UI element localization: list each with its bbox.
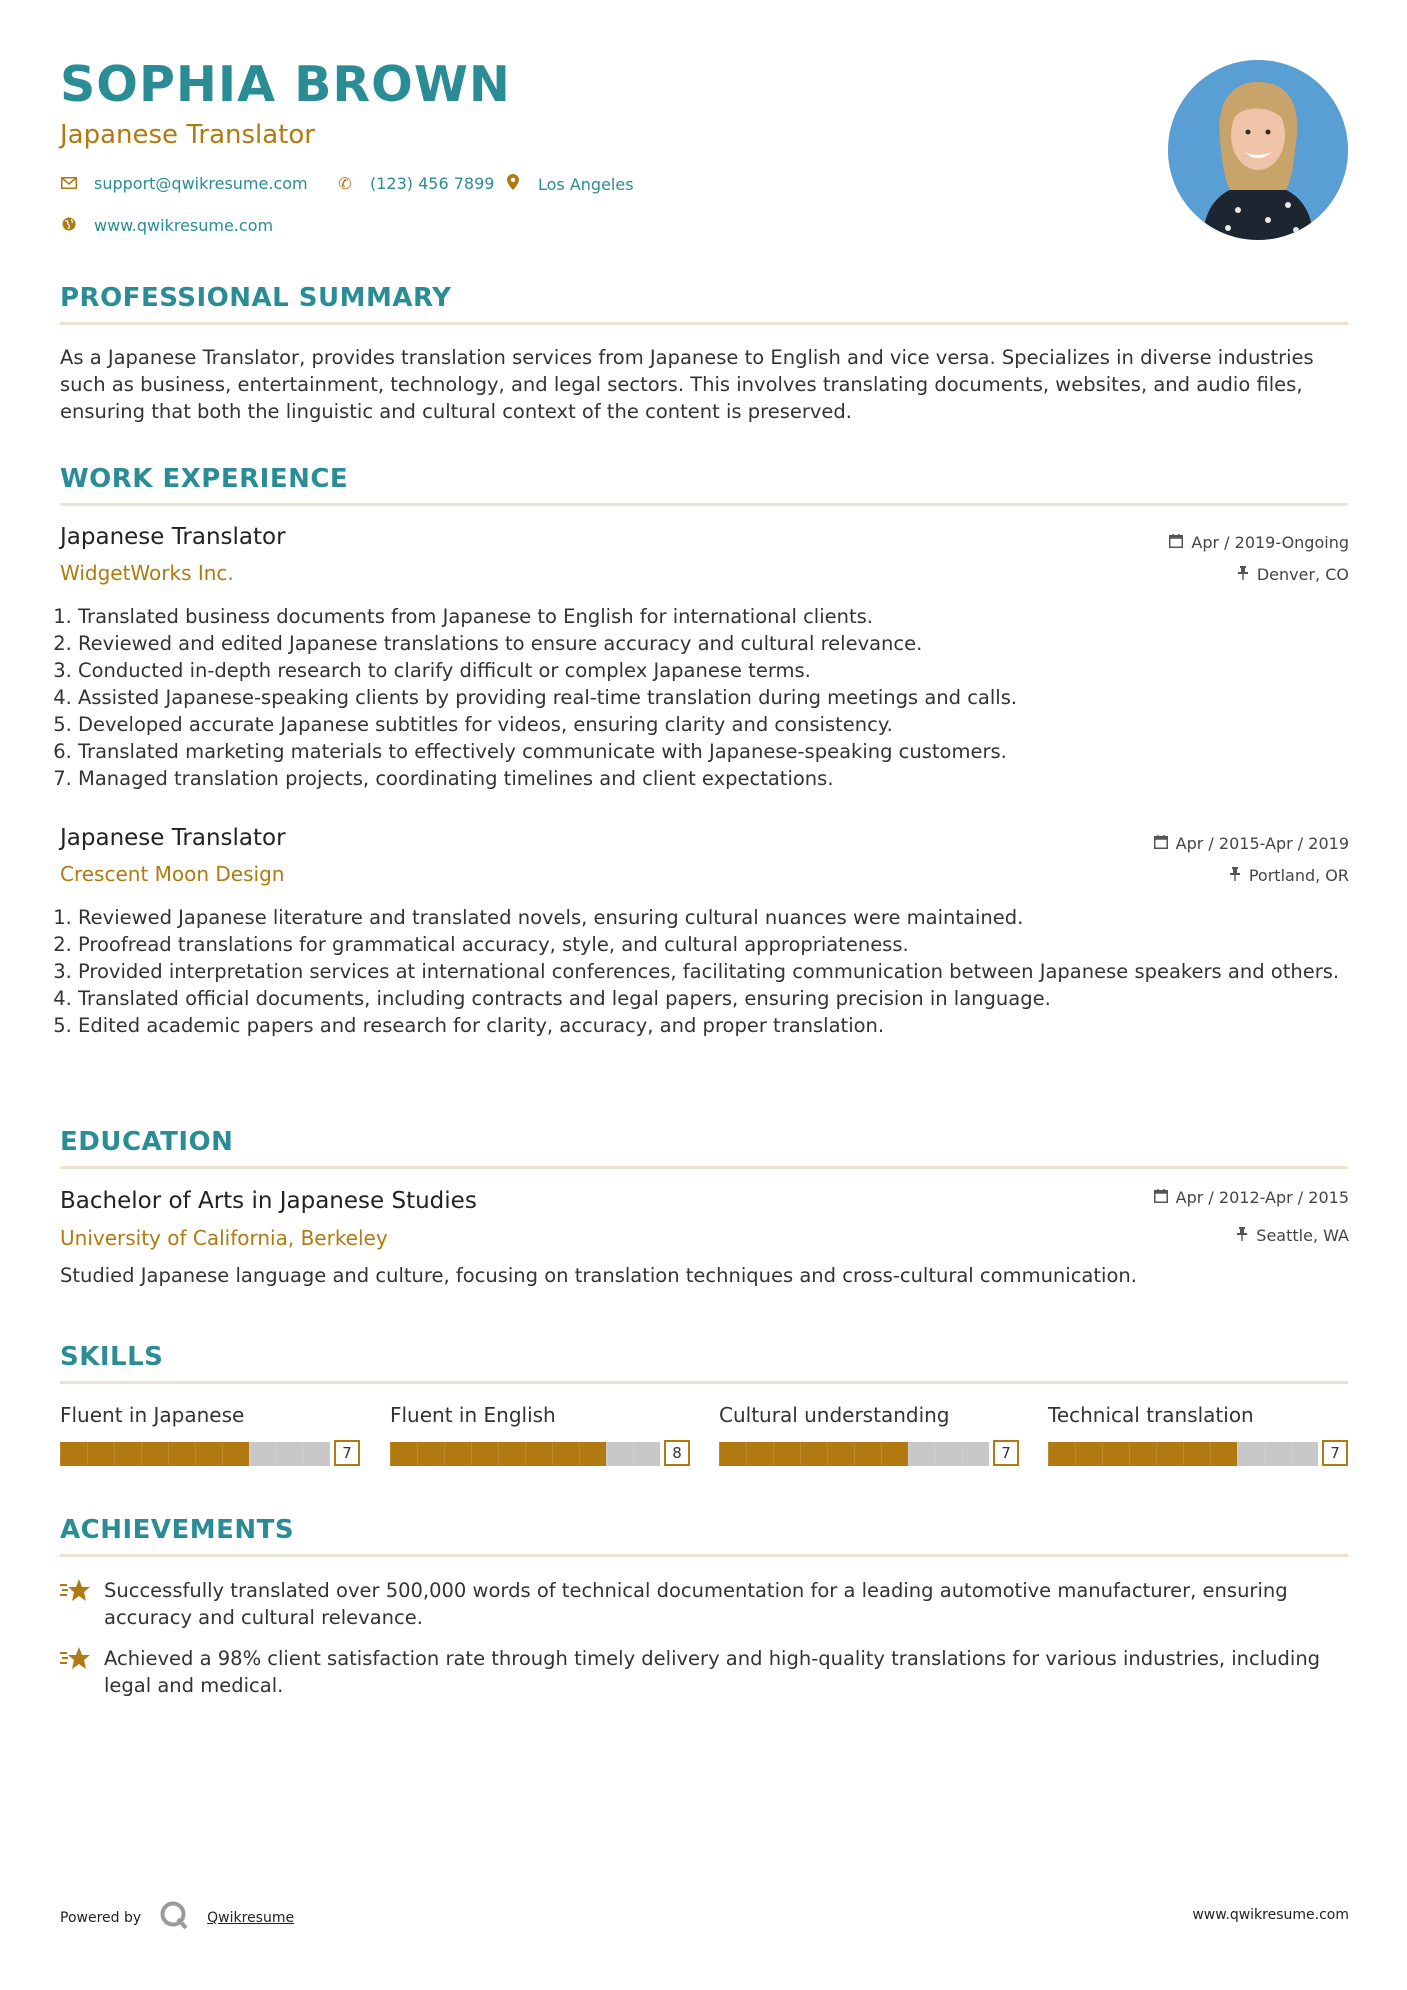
education-location bbox=[1236, 1226, 1349, 1245]
skill-track bbox=[1048, 1442, 1318, 1466]
list-item: 1. Reviewed Japanese literature and translated novels, ensuring cultural nuances were maintained. bbox=[78, 904, 1368, 931]
list-item: 1. Translated business documents from Japanese to English for international clients. bbox=[78, 603, 1368, 630]
achievement-text: Achieved a 98% client satisfaction rate through timely delivery and high-quality translations for various industries, including legal and medical. bbox=[104, 1647, 1321, 1697]
section-divider bbox=[60, 322, 1348, 325]
education-location-text: Seattle, WA bbox=[1256, 1226, 1349, 1245]
skill-level: 7 bbox=[1322, 1440, 1348, 1466]
section-divider bbox=[60, 1381, 1348, 1384]
pin-icon bbox=[1229, 866, 1241, 885]
calendar-icon bbox=[1154, 1188, 1168, 1207]
footer-website[interactable]: www.qwikresume.com bbox=[1192, 1907, 1349, 1923]
list-item: 5. Edited academic papers and research for clarity, accuracy, and proper translation. bbox=[78, 1012, 1368, 1039]
skill-label: Fluent in English bbox=[390, 1403, 556, 1427]
skill-level: 8 bbox=[664, 1440, 690, 1466]
section-title-summary: PROFESSIONAL SUMMARY bbox=[60, 283, 452, 313]
skill-bar bbox=[719, 1440, 1019, 1468]
job-responsibilities bbox=[0, 904, 1368, 1039]
section-title-experience: WORK EXPERIENCE bbox=[60, 464, 349, 494]
contact-phone[interactable] bbox=[336, 174, 494, 193]
skill-track bbox=[60, 1442, 330, 1466]
list-item: 2. Reviewed and edited Japanese translations to ensure accuracy and cultural relevance. bbox=[78, 630, 1368, 657]
candidate-title: Japanese Translator bbox=[60, 120, 315, 150]
skill-level: 7 bbox=[993, 1440, 1019, 1466]
education-dates bbox=[1154, 1188, 1349, 1207]
education-degree: Bachelor of Arts in Japanese Studies bbox=[60, 1188, 477, 1214]
skill-label: Fluent in Japanese bbox=[60, 1403, 245, 1427]
job-dates bbox=[1154, 834, 1349, 853]
powered-by-text: Powered by bbox=[60, 1910, 142, 1926]
list-item: 5. Developed accurate Japanese subtitles for videos, ensuring clarity and consistency. bbox=[78, 711, 1368, 738]
achievement-item bbox=[60, 1645, 1348, 1699]
job-title: Japanese Translator bbox=[60, 524, 286, 550]
list-item: 6. Translated marketing materials to effectively communicate with Japanese-speaking customers. bbox=[78, 738, 1368, 765]
contact-email[interactable] bbox=[60, 174, 308, 193]
phone-icon: ✆ bbox=[338, 174, 352, 193]
list-item: 2. Proofread translations for grammatical accuracy, style, and cultural appropriateness. bbox=[78, 931, 1368, 958]
qwikresume-logo-icon bbox=[159, 1900, 189, 1936]
website-text[interactable]: www.qwikresume.com bbox=[94, 216, 274, 235]
job-dates-text: Apr / 2015-Apr / 2019 bbox=[1175, 834, 1349, 853]
job-dates-text: Apr / 2019-Ongoing bbox=[1191, 533, 1349, 552]
calendar-icon bbox=[1169, 533, 1183, 552]
job-location bbox=[1237, 565, 1349, 584]
skill-bar bbox=[60, 1440, 360, 1468]
contact-location bbox=[504, 174, 634, 194]
pin-icon bbox=[1236, 1226, 1248, 1245]
phone-text[interactable]: (123) 456 7899 bbox=[370, 174, 495, 193]
list-item: 3. Conducted in-depth research to clarify difficult or complex Japanese terms. bbox=[78, 657, 1368, 684]
skill-label: Technical translation bbox=[1048, 1403, 1254, 1427]
section-divider bbox=[60, 503, 1348, 506]
section-title-skills: SKILLS bbox=[60, 1342, 164, 1372]
job-company: Crescent Moon Design bbox=[60, 862, 285, 886]
job-title: Japanese Translator bbox=[60, 825, 286, 851]
education-school: University of California, Berkeley bbox=[60, 1226, 388, 1250]
candidate-name: SOPHIA BROWN bbox=[60, 56, 511, 113]
map-pin-icon bbox=[504, 174, 522, 194]
skill-track bbox=[719, 1442, 989, 1466]
section-divider bbox=[60, 1554, 1348, 1557]
footer-powered-by bbox=[60, 1900, 294, 1936]
contact-website[interactable] bbox=[60, 216, 273, 235]
list-item: 3. Provided interpretation services at international conferences, facilitating communication between Japanese speakers and others. bbox=[78, 958, 1368, 985]
list-item: 4. Assisted Japanese-speaking clients by providing real-time translation during meetings and calls. bbox=[78, 684, 1368, 711]
list-item: 7. Managed translation projects, coordinating timelines and client expectations. bbox=[78, 765, 1368, 792]
skill-bar bbox=[1048, 1440, 1348, 1468]
calendar-icon bbox=[1154, 834, 1168, 853]
footer-brand-link[interactable]: Qwikresume bbox=[207, 1910, 295, 1926]
section-divider bbox=[60, 1166, 1348, 1169]
summary-text: As a Japanese Translator, provides translation services from Japanese to English and vice versa. Specializes in diverse industries such as business, entertainment, technology, and legal sectors. This involves translating documents, websites, and audio files, ensuring that both the linguistic and cultural context of the content is preserved. bbox=[60, 346, 1314, 423]
education-description: Studied Japanese language and culture, focusing on translation techniques and cross-cultural communication. bbox=[60, 1264, 1137, 1287]
skill-track bbox=[390, 1442, 660, 1466]
section-title-education: EDUCATION bbox=[60, 1127, 234, 1157]
star-icon bbox=[60, 1645, 104, 1677]
profile-photo bbox=[1168, 60, 1348, 240]
star-icon bbox=[60, 1577, 104, 1609]
skill-label: Cultural understanding bbox=[719, 1403, 950, 1427]
globe-icon bbox=[60, 216, 78, 235]
job-location bbox=[1229, 866, 1349, 885]
job-dates bbox=[1169, 533, 1349, 552]
email-text[interactable]: support@qwikresume.com bbox=[94, 174, 308, 193]
education-dates-text: Apr / 2012-Apr / 2015 bbox=[1175, 1188, 1349, 1207]
location-text: Los Angeles bbox=[538, 174, 634, 194]
list-item: 4. Translated official documents, including contracts and legal papers, ensuring precision in language. bbox=[78, 985, 1368, 1012]
job-responsibilities bbox=[0, 603, 1368, 792]
job-company: WidgetWorks Inc. bbox=[60, 561, 234, 585]
achievement-text: Successfully translated over 500,000 words of technical documentation for a leading automotive manufacturer, ensuring accuracy and cultural relevance. bbox=[104, 1579, 1288, 1629]
skill-level: 7 bbox=[334, 1440, 360, 1466]
job-location-text: Portland, OR bbox=[1248, 866, 1349, 885]
achievement-item bbox=[60, 1577, 1348, 1631]
skill-bar bbox=[390, 1440, 690, 1468]
job-location-text: Denver, CO bbox=[1256, 565, 1349, 584]
section-title-achievements: ACHIEVEMENTS bbox=[60, 1515, 295, 1545]
pin-icon bbox=[1237, 565, 1249, 584]
envelope-icon bbox=[60, 174, 78, 193]
